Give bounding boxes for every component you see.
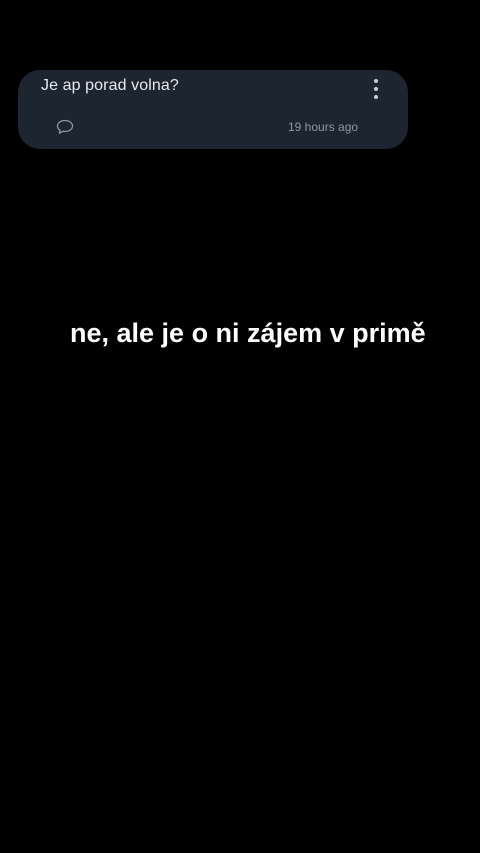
more-options-button[interactable] <box>366 77 386 101</box>
more-vert-icon-dot-middle <box>374 87 378 91</box>
comment-bubble-icon[interactable] <box>56 119 74 135</box>
comment-timestamp: 19 hours ago <box>288 120 359 134</box>
more-vert-icon-dot-top <box>374 79 378 83</box>
more-vert-icon-dot-bottom <box>374 95 378 99</box>
comment-text: Je ap porad volna? <box>41 77 179 94</box>
caption-text: ne, ale je o ni zájem v primě <box>62 312 434 354</box>
comment-card <box>18 70 408 149</box>
